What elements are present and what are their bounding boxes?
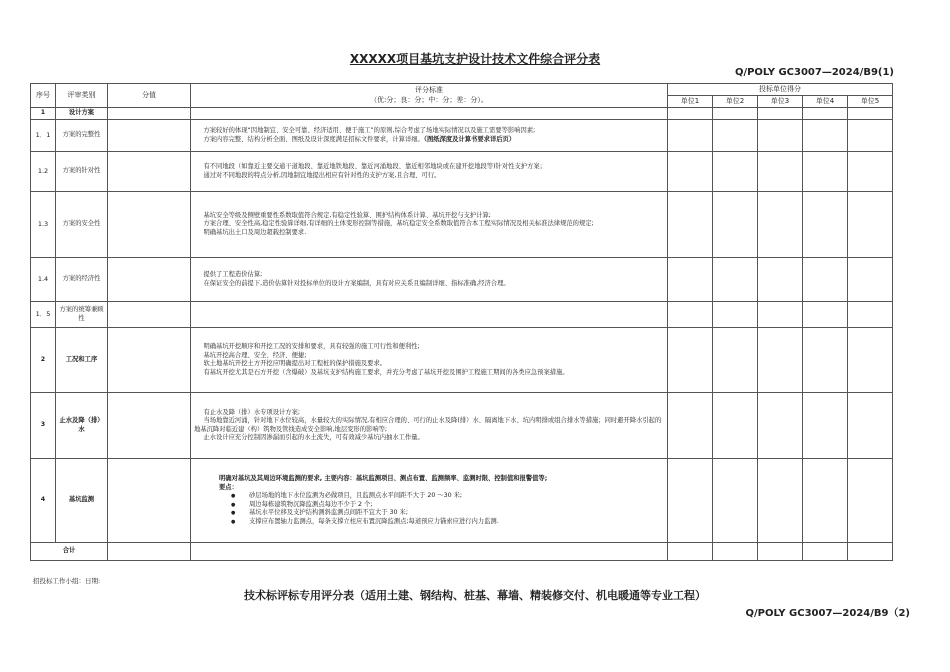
header-unit-3: 单位3 bbox=[758, 96, 803, 108]
criteria-line: 在保证安全的前提下,造价估算针对投标单位的设计方案编制，具有对应关系且编制详细、指标准确,经济合理。 bbox=[203, 279, 510, 287]
criteria-line: 明确基坑出土口及周边超载控制要求. bbox=[203, 228, 307, 236]
score-cell[interactable] bbox=[108, 192, 191, 258]
table-row bbox=[31, 393, 893, 459]
criteria-line: 止水设计应充分控制因渗漏而引起的水土流失，可有效减少基坑内抽水工作量。 bbox=[203, 434, 424, 441]
header-seq: 序号 bbox=[31, 84, 56, 108]
unit-score-cell[interactable] bbox=[758, 459, 803, 543]
criteria-points-label: 要点： bbox=[219, 483, 238, 491]
criteria-cell bbox=[191, 302, 668, 328]
signature-line: 招投标工作小组：日期: bbox=[33, 577, 101, 585]
unit-score-cell[interactable] bbox=[803, 302, 848, 328]
list-item: ● 基坑水平位移及支护结构测斜监测点间距不宜大于 30 米; bbox=[249, 509, 664, 518]
header-score: 分值 bbox=[108, 84, 191, 108]
table-row-total bbox=[31, 543, 893, 561]
criteria-line: 有基坑开挖尤其是石方开挖（含爆破）及基坑支护结构施工要求，并充分考虑了基坑开挖及围护工程施工期间的各类应急预案措施。 bbox=[203, 368, 569, 376]
row-category: 方案的统筹兼顾性 bbox=[56, 302, 108, 328]
table-row bbox=[31, 302, 893, 328]
unit-score-cell[interactable] bbox=[848, 152, 893, 192]
table-row bbox=[31, 192, 893, 258]
row-seq: 1.4 bbox=[31, 258, 56, 302]
row-seq: 4 bbox=[31, 459, 56, 543]
unit-score-cell[interactable] bbox=[803, 459, 848, 543]
score-cell[interactable] bbox=[108, 459, 191, 543]
unit-score-cell[interactable] bbox=[803, 258, 848, 302]
criteria-line: 明确基坑开挖顺序和开挖工况的安排和要求，具有较强的施工可行性和便利性; bbox=[203, 343, 420, 350]
table-row bbox=[31, 459, 893, 543]
unit-score-cell[interactable] bbox=[668, 302, 713, 328]
criteria-line: 提供了工程造价估算; bbox=[203, 271, 263, 278]
row-category: 基坑监测 bbox=[56, 459, 108, 543]
unit-score-cell[interactable] bbox=[848, 192, 893, 258]
unit-score-cell[interactable] bbox=[713, 302, 758, 328]
row-category: 方案的安全性 bbox=[56, 192, 108, 258]
unit-score-cell[interactable] bbox=[758, 393, 803, 459]
criteria-line: 有不同地段（如靠近主要交通干道地段、靠近地铁地段、靠近河涌地段、靠近相邻地块或在建开挖地段等)针对性支护方案； bbox=[203, 163, 546, 170]
header-criteria-sub: （优:分；良：分；中：分；差：分）。 bbox=[370, 95, 488, 104]
criteria-line: 软土地基坑开挖土方开挖应明确提出对工程桩的保护措施及要求。 bbox=[203, 360, 387, 367]
criteria-cell bbox=[191, 258, 668, 302]
list-item: ● 支撑应布置轴力监测点，每条支撑立柱应布置沉降监测点;每道预应力锚索应进行内力监测. bbox=[249, 518, 664, 527]
document-code: Q/POLY GC3007—2024/B9(1) bbox=[734, 67, 894, 78]
score-cell[interactable] bbox=[108, 328, 191, 393]
header-unit-1: 单位1 bbox=[668, 96, 713, 108]
next-page-title: 技术标评标专用评分表（适用土建、钢结构、桩基、幕墙、精装修交付、机电暖通等专业工程） bbox=[244, 589, 706, 602]
list-item: ● 周边每栋建筑物沉降监测点每边不少于 2 个; bbox=[249, 501, 664, 510]
criteria-cell bbox=[191, 120, 668, 152]
unit-score-cell[interactable] bbox=[758, 302, 803, 328]
unit-score-cell[interactable] bbox=[803, 152, 848, 192]
header-criteria-title: 评分标准 bbox=[415, 86, 443, 95]
score-cell[interactable] bbox=[108, 152, 191, 192]
total-label: 合计 bbox=[31, 543, 108, 561]
criteria-heading: 明确对基坑及其周边环境监测的要求, 主要内容：基坑监测项目、测点布置、监测频率、监测时限、控制值和报警值等; bbox=[219, 475, 548, 482]
unit-score-cell[interactable] bbox=[668, 393, 713, 459]
unit-score-cell[interactable] bbox=[713, 328, 758, 393]
row-category: 方案的完整性 bbox=[56, 120, 108, 152]
criteria-cell bbox=[191, 328, 668, 393]
scoring-table bbox=[30, 83, 893, 561]
criteria-line: 当场地靠近河涌，针对地下水位较高，水量较大的实际情况,有相应合理的、可行的止水及降(排）水、隔离地下水、坑内明排或组合排水等措施；同时避开降水引起的地基沉降对临近建（构）筑物及管线造成安全影响,地层变形的影响等; bbox=[194, 417, 662, 433]
unit-score-cell[interactable] bbox=[848, 120, 893, 152]
unit-total-cell[interactable] bbox=[758, 543, 803, 561]
unit-score-cell[interactable] bbox=[713, 192, 758, 258]
next-page-code: Q/POLY GC3007—2024/B9（2) bbox=[745, 608, 910, 619]
unit-score-cell[interactable] bbox=[713, 152, 758, 192]
score-cell[interactable] bbox=[108, 120, 191, 152]
unit-score-cell[interactable] bbox=[758, 258, 803, 302]
header-unit-2: 单位2 bbox=[713, 96, 758, 108]
unit-score-cell[interactable] bbox=[668, 459, 713, 543]
row-seq: 1．5 bbox=[31, 302, 56, 328]
unit-score-cell[interactable] bbox=[848, 258, 893, 302]
criteria-note: （图纸深度及计算书要求详后页） bbox=[423, 135, 516, 143]
row-seq: 1.2 bbox=[31, 152, 56, 192]
document-title: XXXXX项目基坑支护设计技术文件综合评分表 bbox=[349, 52, 601, 66]
table-row bbox=[31, 120, 893, 152]
unit-score-cell[interactable] bbox=[803, 393, 848, 459]
unit-score-cell[interactable] bbox=[713, 459, 758, 543]
table-row bbox=[31, 328, 893, 393]
unit-total-cell[interactable] bbox=[848, 543, 893, 561]
criteria-line: 基坑开挖高合理、安全、经济、便捷; bbox=[203, 351, 307, 359]
score-cell[interactable] bbox=[108, 258, 191, 302]
total-score-cell[interactable] bbox=[108, 543, 191, 561]
criteria-line: 有止水及降（排）水专项设计方案; bbox=[203, 408, 301, 416]
unit-score-cell[interactable] bbox=[668, 258, 713, 302]
unit-score-cell[interactable] bbox=[848, 393, 893, 459]
score-cell[interactable] bbox=[108, 393, 191, 459]
row-seq: 2 bbox=[31, 328, 56, 393]
criteria-line: 方案较好的体现“因地制宜、安全可靠、经济适用、便于施工”的原则,综合考虑了场地实际情况以及施工需要等影响因素; bbox=[203, 127, 536, 134]
unit-score-cell[interactable] bbox=[668, 192, 713, 258]
score-cell[interactable] bbox=[108, 302, 191, 328]
unit-score-cell[interactable] bbox=[758, 328, 803, 393]
row-seq: 3 bbox=[31, 393, 56, 459]
unit-score-cell[interactable] bbox=[758, 192, 803, 258]
row-seq: 1．1 bbox=[31, 120, 56, 152]
table-row bbox=[31, 258, 893, 302]
table-row bbox=[31, 108, 893, 120]
unit-score-cell[interactable] bbox=[668, 152, 713, 192]
unit-total-cell[interactable] bbox=[803, 543, 848, 561]
unit-total-cell[interactable] bbox=[668, 543, 713, 561]
criteria-cell bbox=[191, 152, 668, 192]
header-units-group: 投标单位得分 bbox=[668, 84, 893, 96]
row-category: 止水及降（排）水 bbox=[56, 393, 108, 459]
row-category: 方案的针对性 bbox=[56, 152, 108, 192]
unit-score-cell[interactable] bbox=[848, 459, 893, 543]
criteria-cell bbox=[191, 192, 668, 258]
unit-score-cell[interactable] bbox=[668, 120, 713, 152]
row-category: 工况和工序 bbox=[56, 328, 108, 393]
criteria-cell bbox=[191, 393, 668, 459]
header-unit-4: 单位4 bbox=[803, 96, 848, 108]
unit-score-cell[interactable] bbox=[758, 120, 803, 152]
row-category: 设计方案 bbox=[56, 108, 108, 120]
unit-score-cell[interactable] bbox=[758, 152, 803, 192]
unit-score-cell[interactable] bbox=[848, 302, 893, 328]
unit-total-cell[interactable] bbox=[713, 543, 758, 561]
criteria-line: 基坑安全等级及侧壁重要性系数取值符合规定,有稳定性验算、围护结构体系计算、基坑开挖与支护计算; bbox=[203, 211, 491, 219]
unit-score-cell[interactable] bbox=[803, 120, 848, 152]
table-row bbox=[31, 152, 893, 192]
unit-score-cell[interactable] bbox=[848, 328, 893, 393]
unit-score-cell[interactable] bbox=[713, 120, 758, 152]
criteria-line: 方案内容完整、结构分析全面、图纸及设计深度满足招标文件要求，计算详细。（图纸深度及计算书要求详后页） bbox=[203, 135, 516, 143]
criteria-cell bbox=[191, 459, 668, 543]
unit-score-cell[interactable] bbox=[713, 258, 758, 302]
unit-score-cell[interactable] bbox=[668, 328, 713, 393]
header-category: 评审类别 bbox=[56, 84, 108, 108]
header-unit-5: 单位5 bbox=[848, 96, 893, 108]
list-item: ● 砂层场地的地下水位监测为必做项目，且监测点水平间距不大于 20 ～30 米; bbox=[249, 492, 664, 501]
criteria-line: 通过对不同地段的特点分析,因地制宜地提出相应有针对性的支护方案,且合理、可行。 bbox=[203, 171, 441, 179]
unit-score-cell[interactable] bbox=[803, 192, 848, 258]
unit-score-cell[interactable] bbox=[713, 393, 758, 459]
unit-score-cell[interactable] bbox=[803, 328, 848, 393]
row-category: 方案的经济性 bbox=[56, 258, 108, 302]
criteria-bullets bbox=[219, 492, 664, 526]
row-seq: 1.3 bbox=[31, 192, 56, 258]
row-seq: 1 bbox=[31, 108, 56, 120]
criteria-line: 方案合理、安全性高,稳定性验算详细,有详细的土体变形控制等措施，基坑稳定安全系数取值符合本工程实际情况及相关标准法律规范的规定; bbox=[203, 220, 594, 228]
header-criteria bbox=[191, 84, 668, 108]
